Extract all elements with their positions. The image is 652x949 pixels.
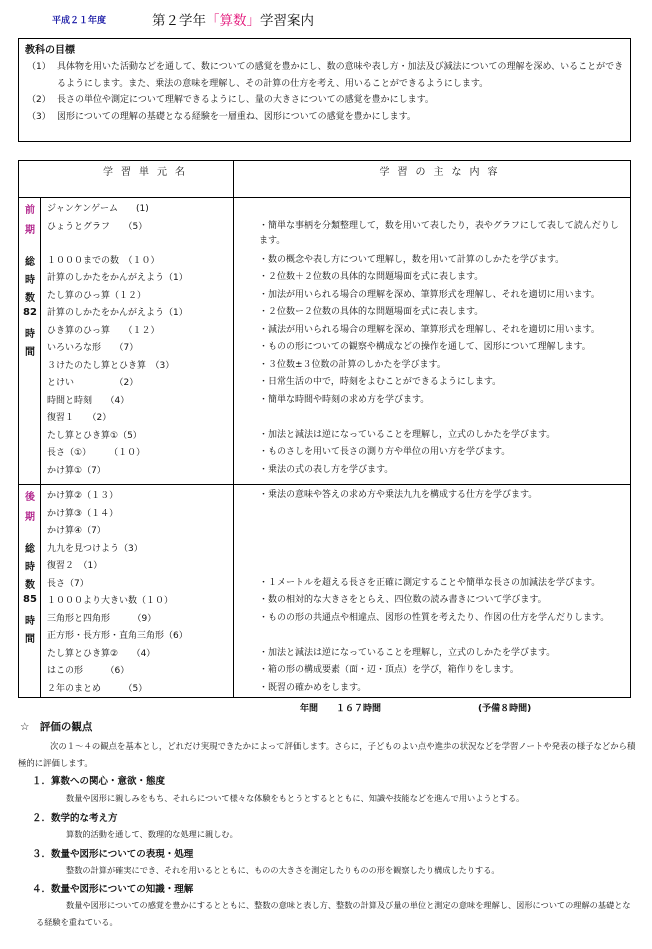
subject-goals-box [18, 38, 631, 142]
title-subject: 「算数」 [206, 13, 260, 29]
term-label-char: 期 [25, 225, 35, 236]
term-label-char: 時 [25, 329, 35, 340]
page-title [152, 9, 314, 29]
unit-name: ２年のまとめ （5） [47, 683, 148, 694]
term-label-char: 数 [25, 293, 35, 304]
unit-name: １０００までの数 （１０） [47, 255, 160, 266]
unit-content: ・加法と減法は逆になっていることを理解し，立式のしかたを学びます。 [259, 647, 556, 658]
header-content: 学習の主な内容 [379, 167, 506, 178]
unit-name: 長さ（7） [47, 578, 89, 589]
perspective-text: 算数的活動を通して、数理的な処理に親しむ。 [66, 829, 238, 839]
unit-content: ・２位数＋２位数の具体的な問題場面を式に表します。 [259, 272, 484, 282]
unit-name: たし算のひっ算（１２） [47, 290, 147, 301]
unit-content: ・乗法の式の表し方を学びます。 [259, 464, 394, 475]
unit-content: ・２位数ー２位数の具体的な問題場面を式に表します。 [259, 307, 484, 317]
term-label-char: 間 [25, 347, 35, 358]
header-units: 学習単元名 [103, 167, 193, 178]
term-label-char: 時 [25, 275, 35, 286]
term-label-char: 期 [25, 512, 35, 523]
unit-name: はこの形 （6） [47, 666, 130, 676]
unit-name: 計算のしかたをかんがえよう（1） [47, 273, 188, 283]
term-label-char: 時 [25, 562, 35, 573]
perspective-title: ３．数量や図形についての表現・処理 [32, 849, 194, 860]
unit-content: ・箱の形の構成要素（面・辺・頂点）を学び，箱作りをします。 [259, 665, 519, 675]
perspective-title: ４．数量や図形についての知識・理解 [32, 884, 194, 895]
unit-name: １０００より大きい数（１０） [47, 596, 174, 606]
annual-total-hours: 年間 １６７時間 [300, 704, 382, 714]
unit-content: ・減法が用いられる場合の理解を深め、筆算形式を理解し、それを適切に用います。 [259, 324, 600, 335]
unit-name: かけ算③（１４） [47, 508, 119, 519]
term-label-char: 総 [25, 257, 35, 268]
perspective-title: １．算数への関心・意欲・態度 [32, 776, 166, 787]
unit-name: 時間と時刻 （4） [47, 395, 130, 406]
perspective-text: 整数の計算が確実にでき、それを用いるとともに、ものの大きさを測定したりものの形を観察したり構成したりする。 [66, 865, 500, 875]
evaluation-intro: 次の１～４の観点を基本とし，どれだけ実現できたかによって評価します。さらに，子どものよい点や進歩の状況などを学習ノートや発表の様子などから積極的に評価します。 [18, 741, 636, 768]
goal-number: （2） [27, 95, 51, 105]
goal-number: （3） [27, 111, 51, 122]
unit-name: いろいろな形 （7） [47, 343, 139, 353]
unit-name: かけ算②（１３） [47, 491, 119, 501]
unit-name: かけ算①（7） [47, 465, 106, 476]
goal-item [25, 109, 624, 126]
unit-name: かけ算④（7） [47, 526, 106, 536]
term-label-char: 数 [25, 580, 35, 591]
term-label-char: 85 [23, 594, 37, 605]
study-plan-table [18, 160, 631, 698]
unit-content: ・３位数±３位数の計算のしかたを学びます。 [259, 359, 446, 370]
unit-name: 三角形と四角形 （9） [47, 613, 157, 624]
unit-content: ・数の概念や表し方について理解し，数を用いて計算のしかたを学びます。 [259, 254, 565, 265]
goal-item [25, 92, 624, 109]
unit-content: ・ものの形についての観察や構成などの操作を通して、図形について理解します。 [259, 342, 591, 352]
term-label-char: 時 [25, 616, 35, 627]
unit-name: ３けたのたし算とひき算 （3） [47, 360, 175, 371]
unit-name: ひき算のひっ算 （１２） [47, 325, 160, 336]
unit-name: 復習１ （2） [47, 413, 112, 423]
table-header [19, 161, 630, 198]
unit-content: ・加法が用いられる場合の理解を深め、筆算形式を理解し、それを適切に用います。 [259, 289, 600, 300]
title-grade: 第２学年 [152, 13, 206, 29]
title-suffix: 学習案内 [260, 13, 314, 29]
unit-name: ジャンケンゲーム (1) [47, 204, 149, 214]
school-year: 平成２１年度 [52, 16, 107, 26]
term-label-char: 82 [23, 307, 37, 318]
unit-name: たし算とひき算② （4） [47, 648, 156, 659]
unit-content: ・１メートルを超える長さを正確に測定することや簡単な長さの加減法を学びます。 [259, 577, 601, 588]
unit-content: ・乗法の意味や答えの求め方や乗法九九を構成する仕方を学びます。 [259, 490, 538, 500]
term-label-char: 後 [25, 492, 35, 503]
evaluation-title: ☆ 評価の観点 [20, 721, 93, 733]
unit-name: 計算のしかたをかんがえよう（1） [47, 308, 188, 318]
term-label-char: 前 [25, 205, 35, 216]
unit-content: ・日常生活の中で，時刻をよむことができるようにします。 [259, 377, 502, 387]
unit-name: 九九を見つけよう（3） [47, 543, 143, 554]
page-header [0, 9, 652, 31]
unit-content: ・ものさしを用いて長さの測り方や単位の用い方を学びます。 [259, 447, 511, 457]
unit-name: 正方形・長方形・直角三角形（6） [47, 631, 188, 641]
unit-name: たし算とひき算①（5） [47, 430, 142, 441]
goal-text: 図形についての理解の基礎となる経験を一層重ね、図形についての感覚を豊かにします。 [57, 111, 416, 122]
unit-content: ・既習の確かめをします。 [259, 682, 367, 693]
unit-content: ・簡単な事柄を分類整理して，数を用いて表したり，表やグラフにして表して読んだりします。 [259, 220, 619, 246]
goal-text: 具体物を用いた活動などを通して、数についての感覚を豊かにし、数の意味や表し方・加法及び減法についての理解を深め、いることができるようにします。また、乗法の意味を理解し、その計算の仕方を考え、用いることができるようにします。 [57, 62, 624, 89]
unit-name: とけい （2） [47, 378, 139, 388]
unit-content: ・加法と減法は逆になっていることを理解し，立式のしかたを学びます。 [259, 429, 556, 440]
goals-title: 教科の目標 [25, 45, 75, 56]
perspective-text: 数量や図形に親しみをもち、それらについて様々な体験をもとうとするとともに、知識や技能などを進んで用いようとする。 [66, 793, 525, 803]
unit-content: ・ものの形の共通点や相違点、図形の性質を考えたり、作図の仕方を学んだりします。 [259, 612, 610, 623]
unit-name: 長さ（①） （１０） [47, 448, 146, 458]
unit-content: ・数の相対的な大きさをとらえ、四位数の読み書きについて学びます。 [259, 595, 547, 605]
unit-name: ひょうとグラフ （5） [47, 221, 148, 232]
unit-content: ・簡単な時間や時刻の求め方を学びます。 [259, 394, 430, 405]
perspective-title: ２．数学的な考え方 [32, 813, 118, 824]
goal-item [25, 59, 624, 92]
term-label-char: 総 [25, 544, 35, 555]
perspective-text: 数量や図形についての感覚を豊かにするとともに、整数の意味と表し方、整数の計算及び量の単位と測定の意味を理解し、図形についての理解の基礎となる経験を重ねている。 [36, 900, 631, 927]
column-divider [233, 161, 234, 697]
unit-name: 復習２ （1） [47, 561, 103, 571]
reserve-hours: (予備８時間) [478, 704, 532, 714]
term-divider [19, 484, 630, 485]
term-label-char: 間 [25, 634, 35, 645]
goal-text: 長さの単位や測定について理解できるようにし、量の大きさについての感覚を豊かにします。 [57, 95, 434, 105]
goal-number: （1） [27, 62, 51, 72]
